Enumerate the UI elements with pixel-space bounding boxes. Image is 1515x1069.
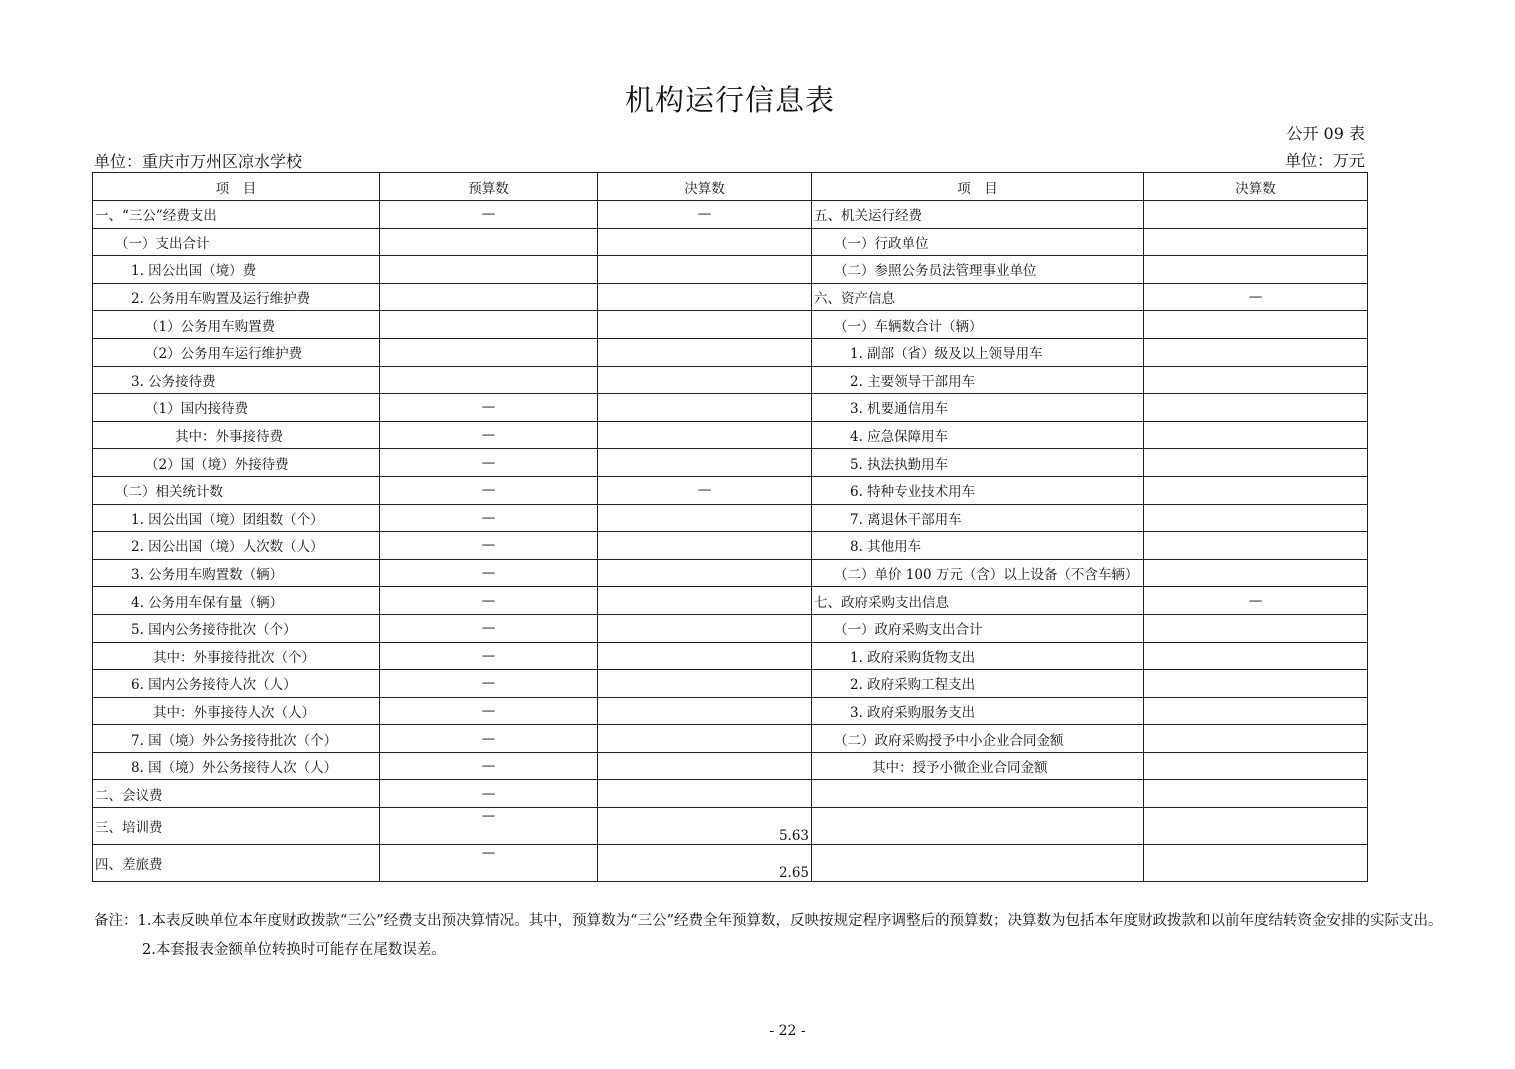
table-row [93, 201, 1368, 229]
table-body [93, 201, 1368, 882]
item-right: 2. 政府采购工程支出 [812, 670, 1144, 698]
item-right: 六、资产信息 [812, 283, 1144, 311]
item-left: （1）国内接待费 [93, 394, 380, 422]
final-value-right [1144, 394, 1368, 422]
table-row [93, 725, 1368, 753]
item-left: （2）公务用车运行维护费 [93, 338, 380, 366]
form-number: 公开 09 表 [1286, 124, 1365, 143]
budget-value: — [380, 697, 598, 725]
budget-value: — [380, 421, 598, 449]
item-left: 2. 公务用车购置及运行维护费 [93, 283, 380, 311]
budget-value: — [380, 587, 598, 615]
item-left: 7. 国（境）外公务接待批次（个） [93, 725, 380, 753]
item-left: 5. 国内公务接待批次（个） [93, 614, 380, 642]
table-row [93, 394, 1368, 422]
final-value [598, 256, 812, 284]
item-left: 其中：外事接待批次（个） [93, 642, 380, 670]
item-left: 4. 公务用车保有量（辆） [93, 587, 380, 615]
final-value-right [1144, 559, 1368, 587]
item-right: 5. 执法执勤用车 [812, 449, 1144, 477]
organization-unit: 单位：重庆市万州区凉水学校 [94, 152, 303, 171]
item-right: 2. 主要领导干部用车 [812, 366, 1144, 394]
final-value [598, 752, 812, 780]
final-value-right [1144, 845, 1368, 882]
table-row [93, 504, 1368, 532]
item-right [812, 845, 1144, 882]
item-left: 2. 因公出国（境）人次数（人） [93, 532, 380, 560]
final-value [598, 449, 812, 477]
budget-value: — [380, 642, 598, 670]
item-left: 其中：外事接待人次（人） [93, 697, 380, 725]
final-value [598, 532, 812, 560]
notes [94, 907, 1474, 965]
final-value [598, 614, 812, 642]
item-right [812, 780, 1144, 808]
item-left: 四、差旅费 [93, 845, 380, 882]
final-value-right [1144, 366, 1368, 394]
table-row [93, 283, 1368, 311]
final-value [598, 587, 812, 615]
item-left: 三、培训费 [93, 808, 380, 845]
note-2: 2.本套报表金额单位转换时可能存在尾数误差。 [142, 942, 446, 958]
final-value [598, 780, 812, 808]
table-row [93, 780, 1368, 808]
final-value-right: — [1144, 587, 1368, 615]
table-row [93, 587, 1368, 615]
budget-value: — [380, 725, 598, 753]
item-left: 1. 因公出国（境）费 [93, 256, 380, 284]
item-right: 3. 政府采购服务支出 [812, 697, 1144, 725]
final-value [598, 421, 812, 449]
final-value-right [1144, 670, 1368, 698]
item-right: （一）政府采购支出合计 [812, 614, 1144, 642]
final-value-right [1144, 421, 1368, 449]
final-value [598, 697, 812, 725]
budget-value: — [380, 614, 598, 642]
page-number: - 22 - [769, 1023, 806, 1039]
final-value-right [1144, 780, 1368, 808]
final-value [598, 504, 812, 532]
budget-value [380, 338, 598, 366]
table-row [93, 421, 1368, 449]
final-value-right [1144, 697, 1368, 725]
item-right: 7. 离退休干部用车 [812, 504, 1144, 532]
item-right: 8. 其他用车 [812, 532, 1144, 560]
item-right: 6. 特种专业技术用车 [812, 476, 1144, 504]
item-left: 8. 国（境）外公务接待人次（人） [93, 752, 380, 780]
item-right [812, 808, 1144, 845]
item-right: （一）车辆数合计（辆） [812, 311, 1144, 339]
final-value [598, 394, 812, 422]
table-row [93, 752, 1368, 780]
final-value-right [1144, 752, 1368, 780]
table-row [93, 845, 1368, 882]
final-value [598, 642, 812, 670]
item-left: 6. 国内公务接待人次（人） [93, 670, 380, 698]
item-left: （1）公务用车购置费 [93, 311, 380, 339]
budget-value: — [380, 808, 598, 845]
budget-value: — [380, 449, 598, 477]
item-left: 1. 因公出国（境）团组数（个） [93, 504, 380, 532]
item-right: （二）政府采购授予中小企业合同金额 [812, 725, 1144, 753]
budget-value: — [380, 476, 598, 504]
table-row [93, 366, 1368, 394]
item-right: （二）单价 100 万元（含）以上设备（不含车辆） [812, 559, 1144, 587]
budget-value [380, 256, 598, 284]
budget-value: — [380, 559, 598, 587]
final-value-right [1144, 449, 1368, 477]
final-value: 2.65 [598, 845, 812, 882]
info-table [92, 172, 1368, 882]
final-value [598, 725, 812, 753]
budget-value: — [380, 201, 598, 229]
item-right: 4. 应急保障用车 [812, 421, 1144, 449]
final-value [598, 559, 812, 587]
final-value [598, 283, 812, 311]
item-right: （一）行政单位 [812, 228, 1144, 256]
final-value-right [1144, 476, 1368, 504]
page-title: 机构运行信息表 [624, 83, 835, 117]
final-value-right [1144, 642, 1368, 670]
table-header-row [93, 173, 1368, 201]
final-value: 5.63 [598, 808, 812, 845]
item-left: 一、“三公”经费支出 [93, 201, 380, 229]
item-right: 1. 副部（省）级及以上领导用车 [812, 338, 1144, 366]
item-right: 其中：授予小微企业合同金额 [812, 752, 1144, 780]
budget-value: — [380, 504, 598, 532]
table-row [93, 311, 1368, 339]
final-value-right [1144, 228, 1368, 256]
budget-value [380, 311, 598, 339]
final-value-right [1144, 504, 1368, 532]
budget-value: — [380, 780, 598, 808]
currency-unit: 单位：万元 [1284, 151, 1365, 170]
table-row [93, 614, 1368, 642]
table-row [93, 449, 1368, 477]
final-value: — [598, 201, 812, 229]
header-budget: 预算数 [380, 173, 598, 201]
budget-value [380, 228, 598, 256]
item-left: （2）国（境）外接待费 [93, 449, 380, 477]
note-1: 备注：1.本表反映单位本年度财政拨款“三公”经费支出预决算情况。其中，预算数为“三公”经费全年预算数，反映按规定程序调整后的预算数；决算数为包括本年度财政拨款和以前年度结转资金安排的实际支出。 [94, 913, 1443, 929]
table-row [93, 532, 1368, 560]
item-left: 其中：外事接待费 [93, 421, 380, 449]
final-value-right [1144, 808, 1368, 845]
header-final: 决算数 [598, 173, 812, 201]
final-value-right [1144, 256, 1368, 284]
budget-value: — [380, 845, 598, 882]
table-row [93, 256, 1368, 284]
table-row [93, 697, 1368, 725]
final-value [598, 228, 812, 256]
table-row [93, 559, 1368, 587]
item-left: （二）相关统计数 [93, 476, 380, 504]
final-value [598, 366, 812, 394]
table-row [93, 476, 1368, 504]
item-right: 1. 政府采购货物支出 [812, 642, 1144, 670]
final-value [598, 338, 812, 366]
table-row [93, 642, 1368, 670]
table-row [93, 338, 1368, 366]
final-value-right [1144, 614, 1368, 642]
final-value [598, 311, 812, 339]
budget-value [380, 366, 598, 394]
final-value [598, 670, 812, 698]
table-row [93, 670, 1368, 698]
item-left: 二、会议费 [93, 780, 380, 808]
item-right: 七、政府采购支出信息 [812, 587, 1144, 615]
final-value-right [1144, 201, 1368, 229]
final-value-right [1144, 338, 1368, 366]
item-right: 五、机关运行经费 [812, 201, 1144, 229]
budget-value: — [380, 532, 598, 560]
budget-value: — [380, 394, 598, 422]
header-final-right: 决算数 [1144, 173, 1368, 201]
item-left: 3. 公务接待费 [93, 366, 380, 394]
final-value-right [1144, 532, 1368, 560]
budget-value: — [380, 670, 598, 698]
item-left: （一）支出合计 [93, 228, 380, 256]
header-item-right: 项 目 [812, 173, 1144, 201]
budget-value: — [380, 752, 598, 780]
final-value-right [1144, 725, 1368, 753]
final-value-right [1144, 311, 1368, 339]
final-value-right: — [1144, 283, 1368, 311]
final-value: — [598, 476, 812, 504]
item-right: （二）参照公务员法管理事业单位 [812, 256, 1144, 284]
header-item-left: 项 目 [93, 173, 380, 201]
item-right: 3. 机要通信用车 [812, 394, 1144, 422]
budget-value [380, 283, 598, 311]
table-row [93, 808, 1368, 845]
table-row [93, 228, 1368, 256]
item-left: 3. 公务用车购置数（辆） [93, 559, 380, 587]
